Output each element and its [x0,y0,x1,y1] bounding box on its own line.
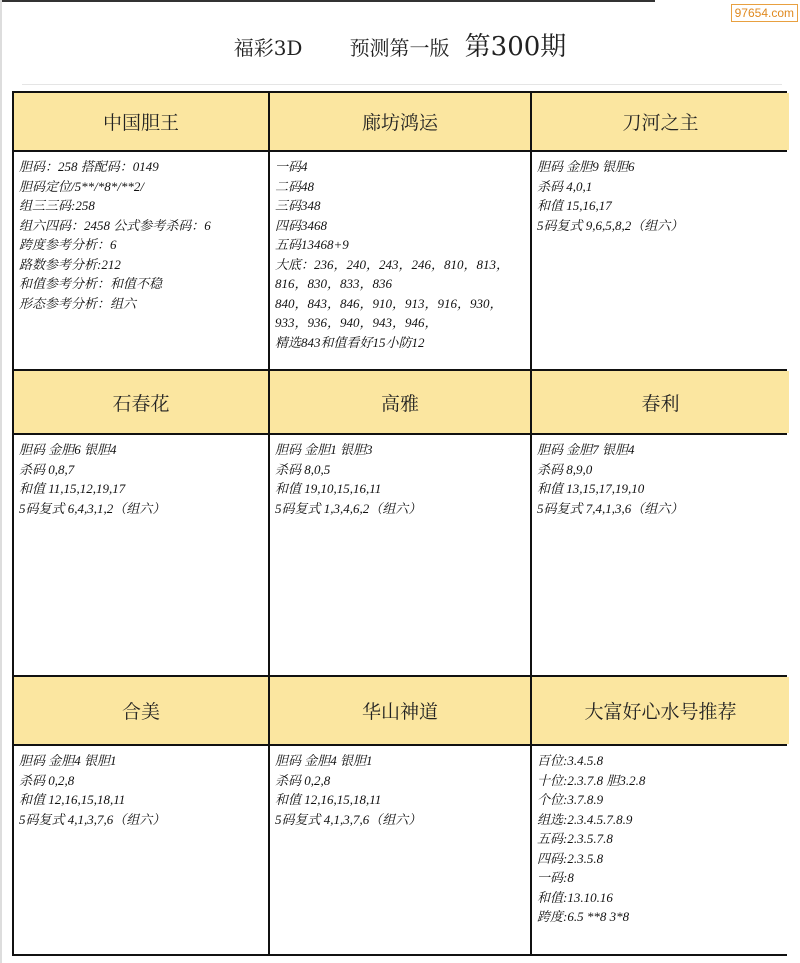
edition-label: 预测第一版 [349,36,450,60]
panel-line: 个位:3.7.8.9 [537,792,604,807]
panel-line: 跨度参考分析：6 [19,237,117,252]
panel-body [532,746,789,954]
panel-line: 百位:3.4.5.8 [537,753,604,768]
panel-line: 跨度:6.5 **8 3*8 [537,909,630,924]
panel-header: 廊坊鸿运 [270,93,530,150]
panel-line: 杀码 0,2,8 [19,772,75,788]
panel-line: 五码13468+9 [275,237,349,252]
panel-line: 5码复式 1,3,4,6,2（组六） [275,500,422,516]
panel-header: 刀河之主 [532,93,789,150]
panel-line: 胆码 金胆4 银胆1 [19,753,117,768]
panel-body [270,746,530,954]
panel-body [270,152,530,369]
panel-line: 三码348 [275,198,321,213]
lottery-name: 福彩3D [233,36,303,60]
divider [22,84,782,85]
panel-header: 石春花 [14,371,268,433]
top-border [0,0,655,2]
panel-line: 和值:13.10.16 [537,889,613,905]
panel-line: 和值 12,16,15,18,11 [19,792,126,807]
panel-line: 四码:2.3.5.8 [537,850,604,866]
panel-line: 组三三码:258 [19,198,95,213]
panel-line: 和值 19,10,15,16,11 [275,481,382,496]
panel-line: 胆码 金胆9 银胆6 [537,159,635,174]
panel-line: 933，936，940，943，946， [275,315,438,330]
panel-line: 形态参考分析：组六 [19,295,137,311]
panel-line: 杀码 8,9,0 [537,461,593,477]
panel-body [14,152,268,369]
panel-line: 胆码 金胆1 银胆3 [275,442,373,457]
panel-line: 816，830，833，836 [275,276,393,291]
panel-line: 5码复式 7,4,1,3,6（组六） [537,500,684,516]
panel-line: 路数参考分析:212 [19,256,121,272]
panel-line: 5码复式 4,1,3,7,6（组六） [275,811,422,827]
panel-line: 和值 15,16,17 [537,198,612,213]
panel-line: 5码复式 6,4,3,1,2（组六） [19,500,166,516]
panel-line: 一码:8 [537,870,574,885]
left-border [0,0,2,963]
issue-number: 第300期 [464,32,567,62]
watermark: 97654.com [731,4,798,22]
panel-line: 胆码定位/5**/*8*/**2/ [19,178,144,194]
panel-line: 大底：236，240，243，246，810，813， [275,256,510,272]
prediction-table [12,91,787,956]
panel-line: 杀码 0,8,7 [19,461,75,477]
panel-line: 五码:2.3.5.7.8 [537,831,613,846]
panel-body [532,435,789,675]
panel-header: 华山神道 [270,677,530,744]
panel-line: 杀码 4,0,1 [537,178,593,194]
panel-line: 胆码 金胆4 银胆1 [275,753,373,768]
panel-body [14,746,268,954]
panel-line: 四码3468 [275,217,328,233]
panel-line: 和值 13,15,17,19,10 [537,481,645,496]
panel-header: 大富好心水号推荐 [532,677,789,744]
panel-line: 5码复式 4,1,3,7,6（组六） [19,811,166,827]
panel-header: 合美 [14,677,268,744]
panel-header: 中国胆王 [14,93,268,150]
panel-header: 高雅 [270,371,530,433]
panel-line: 精选843和值看好15小防12 [275,334,425,350]
panel-line: 胆码 金胆6 银胆4 [19,442,117,457]
panel-line: 二码48 [275,178,315,194]
panel-line: 杀码 8,0,5 [275,461,331,477]
panel-line: 一码4 [275,159,308,174]
panel-body [532,152,789,369]
page-title [0,26,800,63]
panel-line: 杀码 0,2,8 [275,772,331,788]
panel-line: 组选:2.3.4.5.7.8.9 [537,811,633,827]
panel-body [14,435,268,675]
panel-line: 和值参考分析：和值不稳 [19,276,163,291]
panel-line: 和值 11,15,12,19,17 [19,481,126,496]
panel-line: 和值 12,16,15,18,11 [275,792,382,807]
panel-line: 十位:2.3.7.8 胆3.2.8 [537,772,646,788]
panel-line: 840，843，846，910，913，916，930， [275,295,503,311]
panel-line: 5码复式 9,6,5,8,2（组六） [537,217,684,233]
panel-header: 春利 [532,371,789,433]
panel-line: 胆码 金胆7 银胆4 [537,442,635,457]
panel-line: 胆码：258 搭配码：0149 [19,159,159,174]
panel-body [270,435,530,675]
panel-line: 组六四码：2458 公式参考杀码：6 [19,217,211,233]
